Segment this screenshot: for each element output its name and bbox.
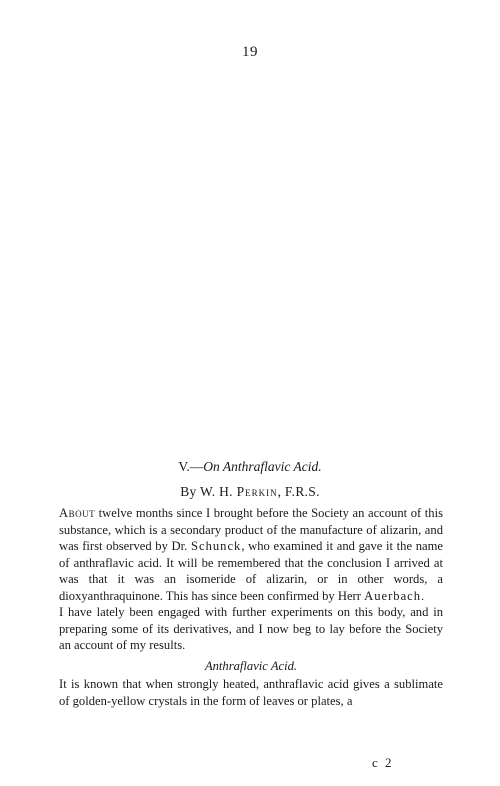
- paragraph-1-end: .: [421, 588, 425, 603]
- paragraph-1-name-schunck: Schunck: [190, 539, 242, 553]
- byline-surname: Perkin: [236, 484, 278, 499]
- page-number: 19: [242, 44, 258, 60]
- article-number: V.—: [178, 459, 204, 474]
- paragraph-1-text-a: twelve months since I brought before the Society an account of this substance, which is a secondary product of the manufacture of alizarin, and was first observed by Dr.: [59, 506, 443, 553]
- article-body: [59, 505, 443, 709]
- byline-suffix: , F.R.S.: [277, 484, 320, 499]
- article-title-text: On Anthraflavic Acid.: [203, 459, 322, 474]
- article-title: [0, 459, 500, 475]
- paragraph-1: [59, 505, 443, 604]
- byline: [0, 484, 500, 500]
- paragraph-2: I have lately been engaged with further experiments on this body, and in preparing some of its derivatives, and I now beg to lay before the Society an account of my results.: [59, 605, 443, 652]
- byline-by: By: [180, 484, 197, 499]
- signature-mark: c 2: [372, 755, 394, 770]
- paragraph-1-opening-word: About: [59, 506, 96, 520]
- paragraph-1-name-auerbach: Auerbach: [364, 588, 422, 603]
- paragraph-3: It is known that when strongly heated, anthraflavic acid gives a sublimate of golden-yellow crystals in the form of leaves or plates, a: [59, 677, 443, 708]
- byline-initials: W. H.: [199, 484, 233, 499]
- section-heading: Anthraflavic Acid.: [204, 658, 298, 673]
- paragraph-1-text-b: , who examined it and gave it the name of anthraflavic acid. It will be remembered that the conclusion I arrived at was that it was an isomeride of alizarin, or in other words, a dioxyanthraquinone. This has since been confirmed by Herr: [59, 539, 444, 603]
